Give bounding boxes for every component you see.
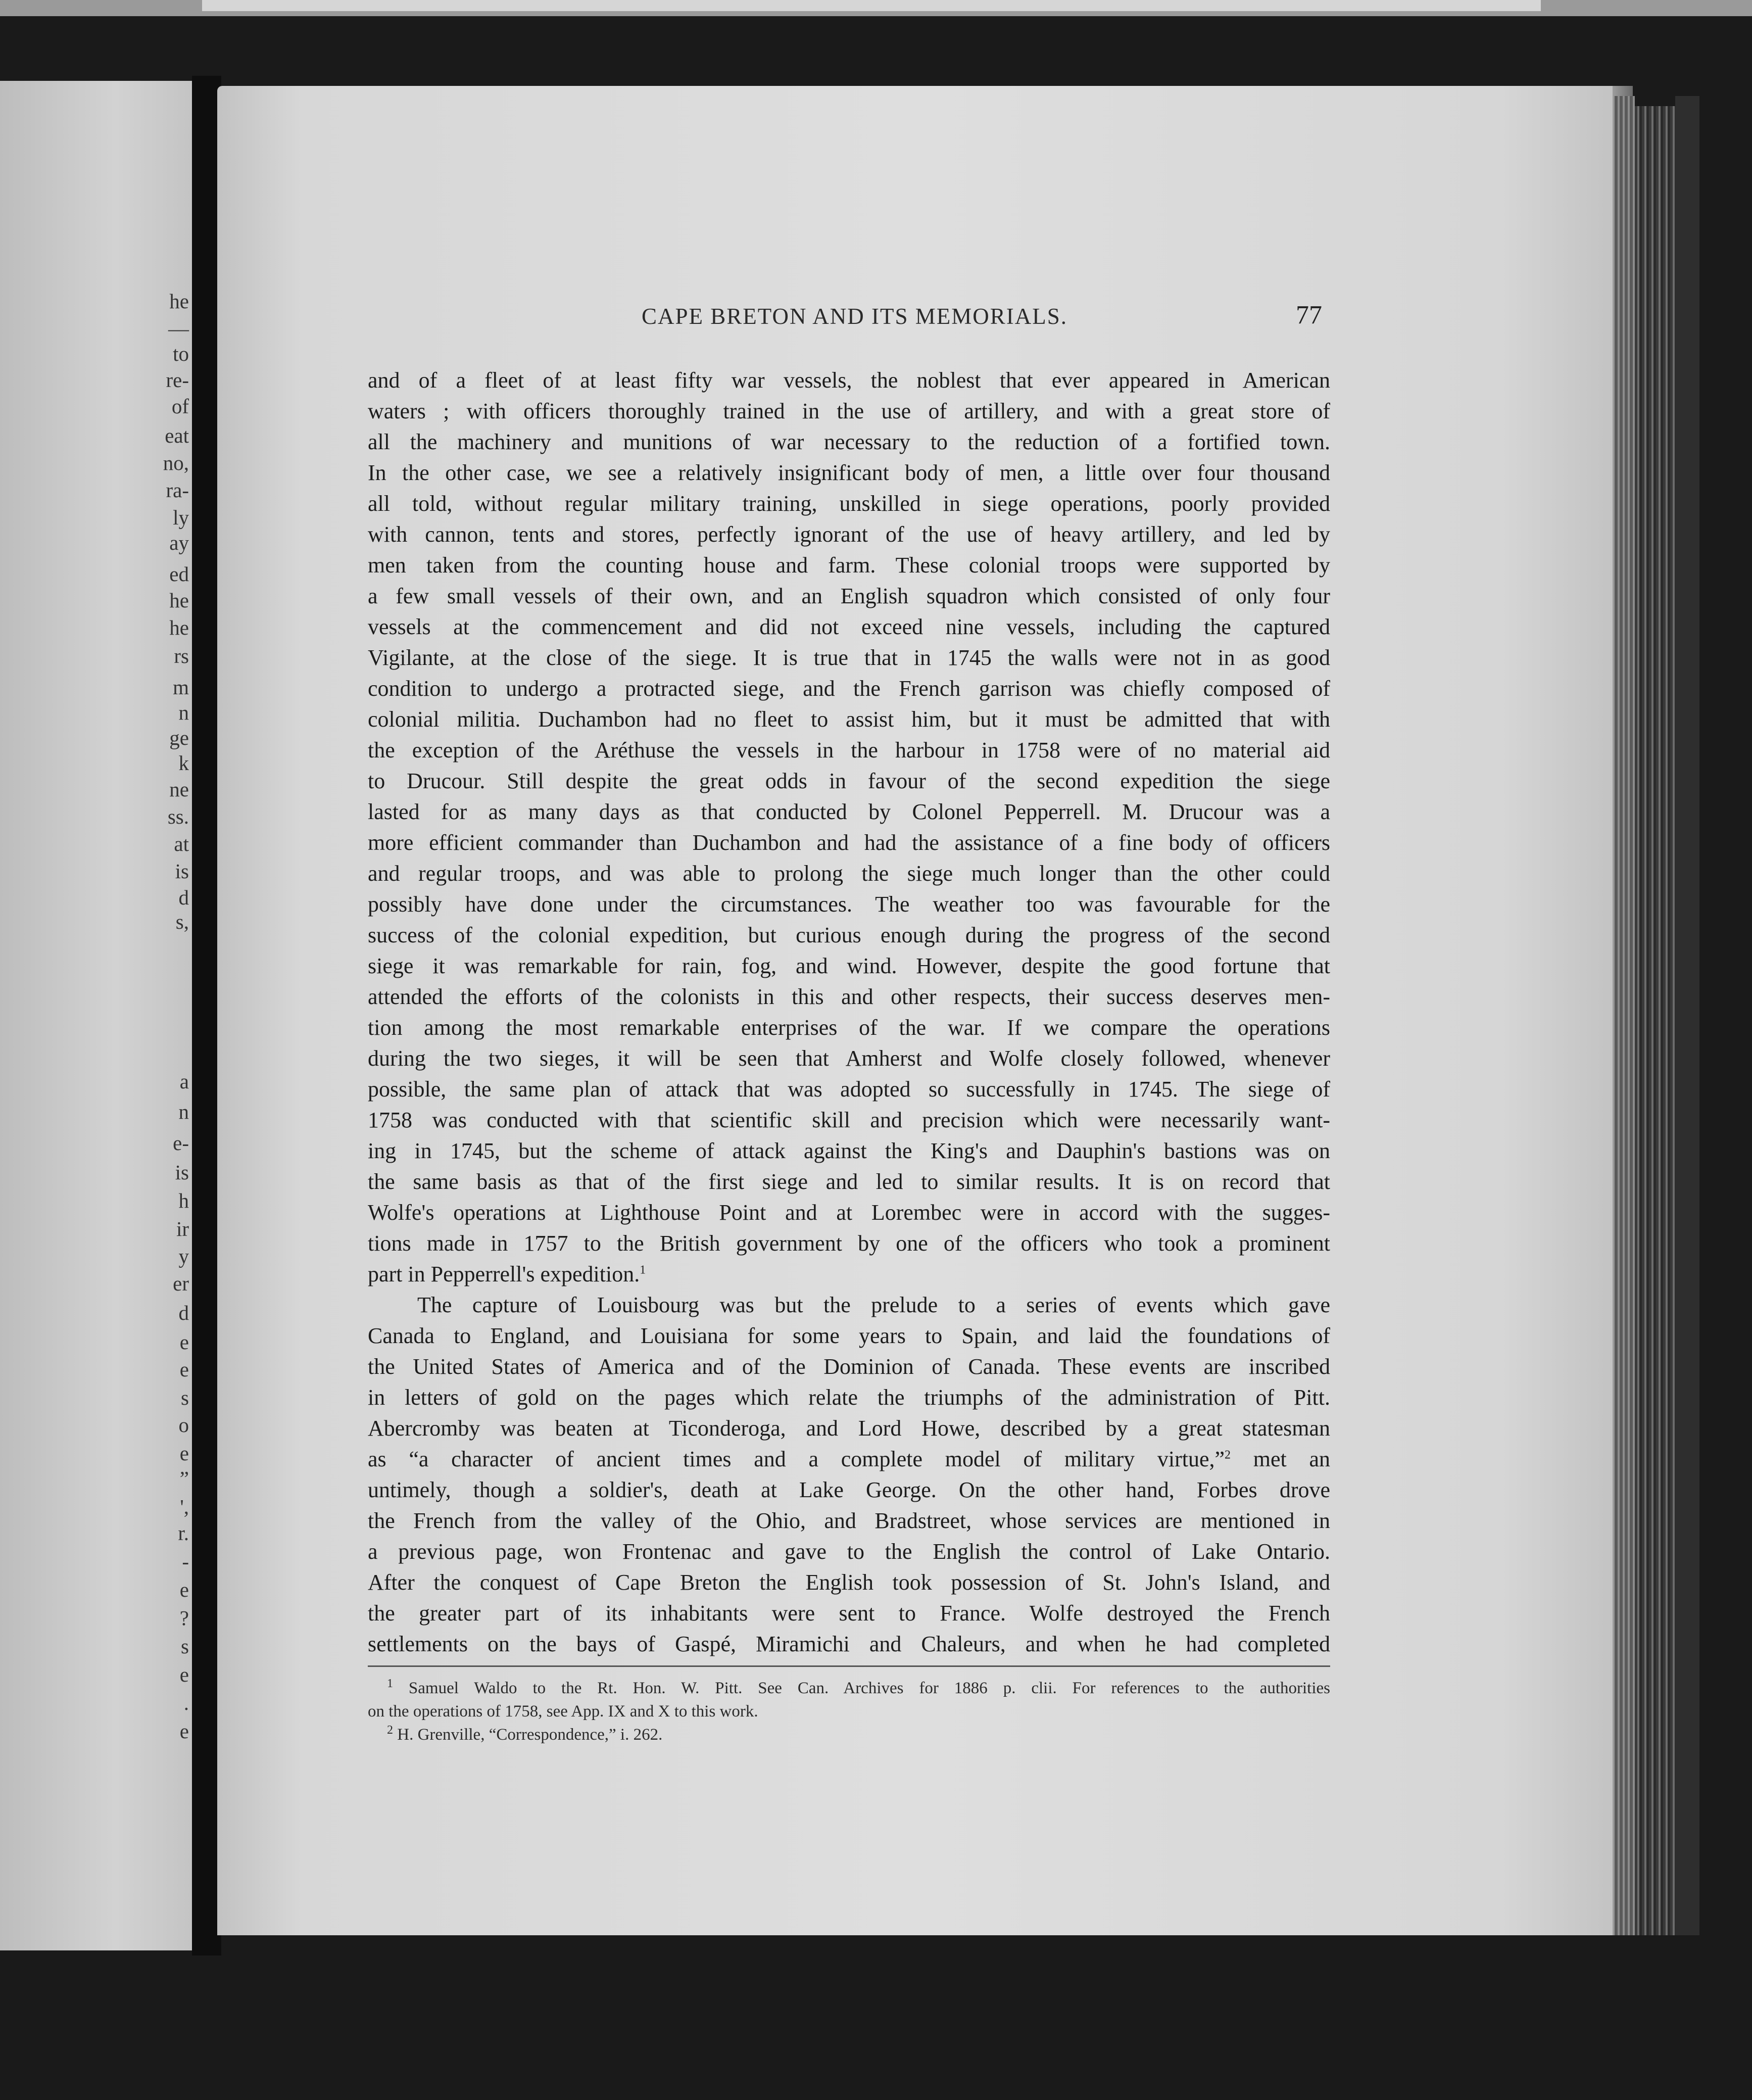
text-line-content: during the two sieges, it will be seen that Amherst and Wolfe closely followed, whenever (368, 1046, 1330, 1071)
footnote-text: on the operations of 1758, see App. IX and X to this work. (368, 1702, 758, 1721)
text-line-content: to Drucour. Still despite the great odds in favour of the second expedition the siege (368, 769, 1330, 793)
text-line (368, 981, 1330, 1012)
left-page-fragment: ir (176, 1217, 189, 1240)
text-line-content: ing in 1745, but the scheme of attack against the King's and Dauphin's bastions was on (368, 1138, 1330, 1163)
text-line-content: in letters of gold on the pages which relate the triumphs of the administration of Pitt. (368, 1385, 1330, 1410)
left-page-fragment: ne (169, 778, 189, 801)
paragraph-1 (368, 365, 1330, 1290)
text-line (368, 704, 1330, 735)
left-page-fragment: is (175, 860, 189, 883)
page-stack (1615, 96, 1635, 1935)
footnote-reference: 1 (640, 1263, 646, 1277)
text-line-content: part in Pepperrell's expedition. (368, 1262, 640, 1286)
text-line-content: Abercromby was beaten at Ticonderoga, and Lord Howe, described by a great statesman (368, 1416, 1330, 1441)
text-line (368, 1505, 1330, 1536)
footnote-line (368, 1677, 1330, 1700)
left-page-fragment: h (178, 1189, 189, 1212)
text-line (368, 365, 1330, 396)
text-line (368, 1074, 1330, 1105)
text-line-content: the French from the valley of the Ohio, and Bradstreet, whose services are mentioned in (368, 1508, 1330, 1533)
text-line-content: In the other case, we see a relatively insignificant body of men, a little over four thousand (368, 460, 1330, 485)
text-line-content: settlements on the bays of Gaspé, Miramichi and Chaleurs, and when he had completed (368, 1632, 1330, 1656)
left-page-fragment: s, (175, 910, 189, 933)
text-line-content: all told, without regular military training, unskilled in siege operations, poorly provided (368, 491, 1330, 516)
text-line (368, 950, 1330, 981)
footnote-line (368, 1723, 1330, 1746)
left-page-fragment: he (169, 616, 189, 639)
left-page-fragment: he (169, 589, 189, 612)
text-line-content: waters ; with officers thoroughly trained in the use of artillery, and with a great store of (368, 399, 1330, 423)
text-line-content: attended the efforts of the colonists in this and other respects, their success deserves men- (368, 984, 1330, 1009)
left-page-fragment: he (169, 290, 189, 313)
text-line-content: the United States of America and of the Dominion of Canada. These events are inscribed (368, 1354, 1330, 1379)
text-line (368, 735, 1330, 766)
text-line-content: vessels at the commencement and did not exceed nine vessels, including the captured (368, 614, 1330, 639)
left-page-fragment: d (178, 1301, 189, 1324)
text-line-content: more efficient commander than Duchambon and had the assistance of a fine body of officers (368, 830, 1330, 855)
text-line-content: success of the colonial expedition, but curious enough during the progress of the second (368, 923, 1330, 947)
footnote-rule (368, 1665, 1330, 1667)
text-line-content: The capture of Louisbourg was but the prelude to a series of events which gave (417, 1293, 1330, 1317)
text-line-content: possible, the same plan of attack that was adopted so successfully in 1745. The siege of (368, 1077, 1330, 1102)
text-line (368, 1413, 1330, 1444)
left-page-fragment: — (168, 317, 189, 340)
text-line (368, 1290, 1330, 1320)
text-line-content: possibly have done under the circumstances. The weather too was favourable for the (368, 892, 1330, 917)
text-line (368, 1474, 1330, 1505)
running-head: CAPE BRETON AND ITS MEMORIALS. (642, 304, 1067, 329)
left-page-fragment: k (178, 751, 189, 775)
left-page-fragment: ay (169, 531, 189, 554)
left-page-fragment: - (182, 1550, 189, 1573)
left-page-fragment: to (173, 342, 189, 365)
text-line (368, 1567, 1330, 1598)
left-page-fragment: e (179, 1442, 189, 1465)
text-line-content: 1758 was conducted with that scientific skill and precision which were necessarily want- (368, 1108, 1330, 1132)
text-line (368, 581, 1330, 611)
book-cover-edge (1675, 96, 1699, 1935)
text-line-content: and regular troops, and was able to prolong the siege much longer than the other could (368, 861, 1330, 886)
left-page-fragment: e (179, 1720, 189, 1743)
left-page-fragment: e (179, 1663, 189, 1686)
left-page-fragment: no, (163, 451, 189, 474)
text-line-content: with cannon, tents and stores, perfectly ignorant of the use of heavy artillery, and led by (368, 522, 1330, 547)
text-line (368, 796, 1330, 827)
text-line (368, 1166, 1330, 1197)
paragraph-2 (368, 1290, 1330, 1659)
left-page-fragment: e- (173, 1131, 189, 1155)
text-line-content: and of a fleet of at least fifty war vessels, the noblest that ever appeared in American (368, 368, 1330, 393)
text-line (368, 1382, 1330, 1413)
left-page-fragment: re- (166, 368, 189, 392)
text-line-content: the greater part of its inhabitants were sent to France. Wolfe destroyed the French (368, 1601, 1330, 1626)
footnote-reference: 2 (1225, 1448, 1231, 1462)
text-line (368, 1197, 1330, 1228)
text-line-content: Canada to England, and Louisiana for some years to Spain, and laid the foundations of (368, 1323, 1330, 1348)
left-page-fragment: d (178, 886, 189, 909)
text-line (368, 426, 1330, 457)
text-line (368, 519, 1330, 550)
text-line (368, 1135, 1330, 1166)
text-line (368, 396, 1330, 426)
left-page-fragment: o (178, 1413, 189, 1437)
body-text (368, 365, 1330, 1659)
footnote-text: H. Grenville, “Correspondence,” i. 262. (397, 1726, 663, 1744)
text-line (368, 889, 1330, 920)
text-line (368, 1629, 1330, 1659)
text-line (368, 1536, 1330, 1567)
left-facing-page (0, 81, 192, 1950)
footnote-mark: 1 (387, 1677, 393, 1690)
page-stack-outer (1635, 106, 1675, 1935)
left-page-fragment: ly (173, 506, 189, 529)
text-line-content: tions made in 1757 to the British government by one of the officers who took a prominent (368, 1231, 1330, 1256)
text-line (368, 611, 1330, 642)
left-page-fragment: rs (174, 644, 189, 667)
text-line (368, 457, 1330, 488)
left-page-fragment: er (173, 1272, 189, 1295)
text-line (368, 488, 1330, 519)
left-page-fragment: ss. (167, 805, 189, 828)
text-line (368, 1012, 1330, 1043)
footnote-line (368, 1700, 1330, 1723)
left-page-fragment: eat (165, 424, 189, 447)
scan-top-edge-highlight (202, 0, 1541, 11)
text-line-content: the same basis as that of the first siege and led to similar results. It is on record that (368, 1169, 1330, 1194)
left-page-fragment: s (181, 1386, 189, 1409)
left-page-fragment: s (181, 1635, 189, 1658)
left-page-fragment: a (179, 1070, 189, 1093)
text-line-content: After the conquest of Cape Breton the English took possession of St. John's Island, and (368, 1570, 1330, 1595)
text-line-content: the exception of the Aréthuse the vessels in the harbour in 1758 were of no material aid (368, 738, 1330, 762)
left-page-fragment: ed (169, 562, 189, 586)
left-page-fragment: ” (179, 1467, 189, 1490)
text-line (368, 827, 1330, 858)
text-line (368, 1444, 1330, 1474)
left-page-fragment: at (174, 832, 189, 855)
footnote-text: Samuel Waldo to the Rt. Hon. W. Pitt. See Can. Archives for 1886 p. clii. For references to the authorities (408, 1679, 1331, 1697)
left-page-fragment: y (178, 1245, 189, 1268)
left-page-fragment: e (179, 1578, 189, 1601)
text-line-content: colonial militia. Duchambon had no fleet to assist him, but it must be admitted that with (368, 707, 1330, 732)
footnotes (368, 1677, 1330, 1746)
left-page-fragment: ra- (166, 479, 189, 502)
text-line-content: Vigilante, at the close of the siege. It is true that in 1745 the walls were not in as good (368, 645, 1330, 670)
left-page-fragment: m (173, 676, 189, 699)
left-page-fragment: ', (180, 1495, 189, 1518)
text-line (368, 673, 1330, 704)
text-line-content: siege it was remarkable for rain, fog, and wind. However, despite the good fortune that (368, 953, 1330, 978)
text-line (368, 1228, 1330, 1259)
text-line (368, 1259, 1330, 1290)
left-page-fragment: is (175, 1161, 189, 1184)
text-line (368, 1598, 1330, 1629)
left-page-fragment: e (179, 1330, 189, 1354)
text-line (368, 1320, 1330, 1351)
left-page-fragment: . (183, 1691, 189, 1714)
text-line-content: all the machinery and munitions of war necessary to the reduction of a fortified town. (368, 429, 1330, 454)
left-page-fragment: ? (179, 1606, 189, 1630)
left-page-fragment: e (179, 1358, 189, 1381)
left-page-fragment: r. (178, 1521, 189, 1545)
left-page-fragment: ge (169, 726, 189, 749)
text-line-content: Wolfe's operations at Lighthouse Point and at Lorembec were in accord with the sugges- (368, 1200, 1330, 1225)
text-line (368, 858, 1330, 889)
footnote-mark: 2 (387, 1724, 393, 1737)
text-line-content: lasted for as many days as that conducted by Colonel Pepperrell. M. Drucour was a (368, 799, 1330, 824)
text-line-content: condition to undergo a protracted siege, and the French garrison was chiefly composed of (368, 676, 1330, 701)
left-page-fragment: n (178, 1100, 189, 1123)
text-line-content: a previous page, won Frontenac and gave to the English the control of Lake Ontario. (368, 1539, 1330, 1564)
text-line-content: men taken from the counting house and farm. These colonial troops were supported by (368, 553, 1330, 578)
text-line (368, 642, 1330, 673)
text-line-content: tion among the most remarkable enterprises of the war. If we compare the operations (368, 1015, 1330, 1040)
text-line (368, 1351, 1330, 1382)
page-number: 77 (1296, 301, 1322, 329)
left-page-fragment: n (178, 701, 189, 724)
text-line (368, 766, 1330, 796)
left-page-fragment: of (171, 395, 189, 418)
text-line-content: as “a character of ancient times and a complete model of military virtue,” (368, 1447, 1225, 1471)
text-line (368, 1043, 1330, 1074)
text-line-content: met an (1231, 1447, 1330, 1471)
text-line (368, 920, 1330, 950)
text-line (368, 1105, 1330, 1135)
text-line (368, 550, 1330, 581)
text-line-content: untimely, though a soldier's, death at Lake George. On the other hand, Forbes drove (368, 1477, 1330, 1502)
text-line-content: a few small vessels of their own, and an English squadron which consisted of only four (368, 584, 1330, 608)
